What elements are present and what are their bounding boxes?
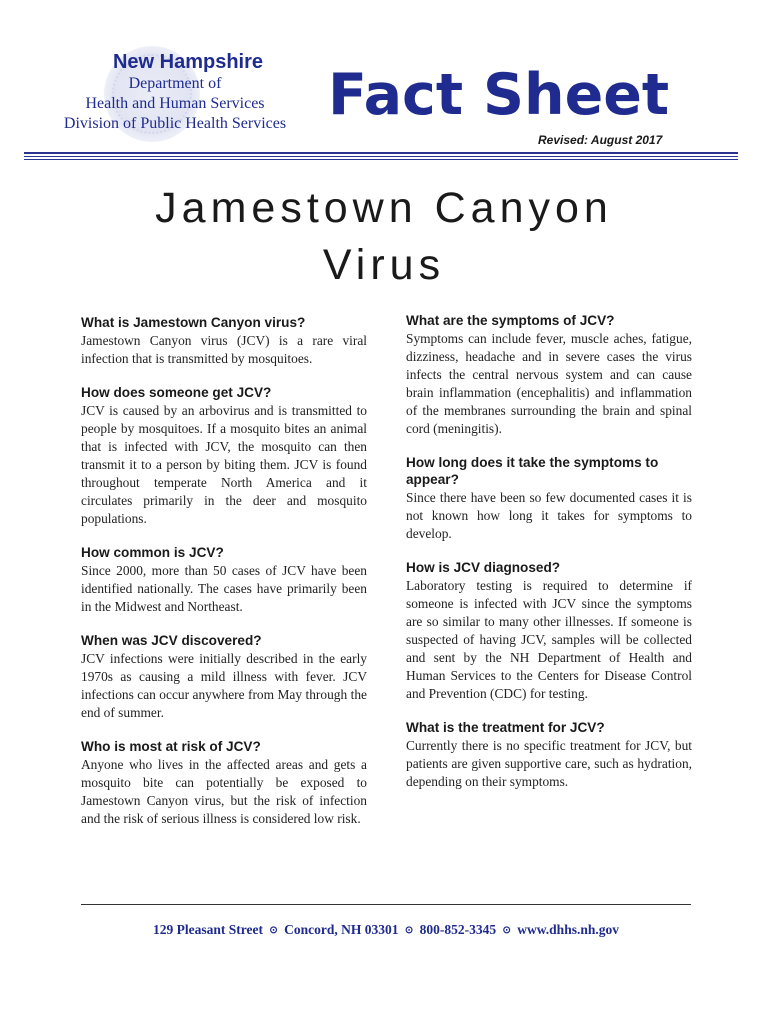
title-line-1: Jamestown Canyon: [155, 184, 613, 232]
header-rule: [24, 159, 738, 160]
department-line: Department of: [128, 75, 222, 92]
qa-section: [81, 314, 367, 368]
left-column: [81, 314, 367, 844]
footer-city: Concord, NH 03301: [284, 922, 399, 937]
answer-text: Since 2000, more than 50 cases of JCV have been identified nationally. The cases have primarily been in the Midwest and Northeast.: [81, 563, 367, 614]
state-name: New Hampshire: [112, 51, 264, 73]
footer-phone: 800-852-3345: [419, 922, 497, 937]
separator-icon: ⊙: [502, 925, 511, 936]
answer-text: Since there have been so few documented cases it is not known how long it takes for symptoms to develop.: [406, 490, 692, 541]
qa-section: [81, 632, 367, 722]
header-rule: [24, 152, 738, 154]
qa-section: [406, 454, 692, 543]
question-heading: How long does it take the symptoms to appear?: [406, 455, 659, 487]
question-heading: How common is JCV?: [81, 545, 224, 560]
answer-text: Symptoms can include fever, muscle aches, fatigue, dizziness, headache and in severe cases the virus infects the central nervous system and can cause brain inflammation (encephalitis) and inflammation of the membranes surrounding the brain and spinal cord (meningitis).: [406, 331, 692, 436]
answer-text: Anyone who lives in the affected areas and gets a mosquito bite can potentially be exposed to Jamestown Canyon virus, but the risk of infection and the risk of serious illness is considered low risk.: [81, 757, 367, 826]
division-line: Division of Public Health Services: [63, 115, 287, 132]
qa-section: [81, 738, 367, 828]
qa-section: [81, 384, 367, 528]
qa-section: [406, 559, 692, 703]
footer-contact: [81, 922, 691, 938]
answer-text: Laboratory testing is required to determine if someone is infected with JCV since the symptoms are so similar to many other illnesses. If someone is suspected of having JCV, samples will be collected and sent by the NH Department of Health and Human Services to the Centers for Disease Control and Prevention (CDC) for testing.: [406, 578, 692, 701]
hhs-line: Health and Human Services: [85, 95, 265, 112]
agency-block: [40, 50, 310, 134]
qa-section: [406, 312, 692, 438]
question-heading: How does someone get JCV?: [81, 385, 272, 400]
separator-icon: ⊙: [404, 925, 414, 936]
right-column: [406, 312, 692, 807]
question-heading: Who is most at risk of JCV?: [81, 739, 261, 754]
question-heading: When was JCV discovered?: [81, 633, 262, 648]
qa-section: [406, 719, 692, 791]
question-heading: What is the treatment for JCV?: [406, 720, 605, 735]
question-heading: What is Jamestown Canyon virus?: [81, 315, 306, 330]
title-line-2: Virus: [322, 241, 446, 289]
question-heading: How is JCV diagnosed?: [406, 560, 561, 575]
answer-text: JCV is caused by an arbovirus and is transmitted to people by mosquitoes. If a mosquito bites an animal that is infected with JCV, the mosquito can then transmit it to a person by biting them. JCV is found throughout temperate North America and it circulates primarily in the deer and mosquito populations.: [81, 403, 367, 526]
header-rule: [24, 156, 738, 157]
answer-text: Currently there is no specific treatment for JCV, but patients are given supportive care, such as hydration, depending on their symptoms.: [406, 738, 692, 789]
document-title: [80, 180, 688, 294]
qa-section: [81, 544, 367, 616]
question-heading: What are the symptoms of JCV?: [406, 313, 615, 328]
answer-text: Jamestown Canyon virus (JCV) is a rare viral infection that is transmitted by mosquitoes.: [81, 333, 367, 366]
answer-text: JCV infections were initially described in the early 1970s as causing a mild illness with fever. JCV infections can occur anywhere from May through the end of summer.: [81, 651, 367, 720]
separator-icon: ⊙: [269, 925, 278, 936]
footer-rule: [81, 904, 691, 905]
revised-date: Revised: August 2017: [538, 133, 663, 147]
footer-website-link[interactable]: www.dhhs.nh.gov: [517, 922, 619, 937]
footer-address: 129 Pleasant Street: [153, 922, 263, 937]
fact-sheet-heading: Fact Sheet: [328, 62, 670, 128]
